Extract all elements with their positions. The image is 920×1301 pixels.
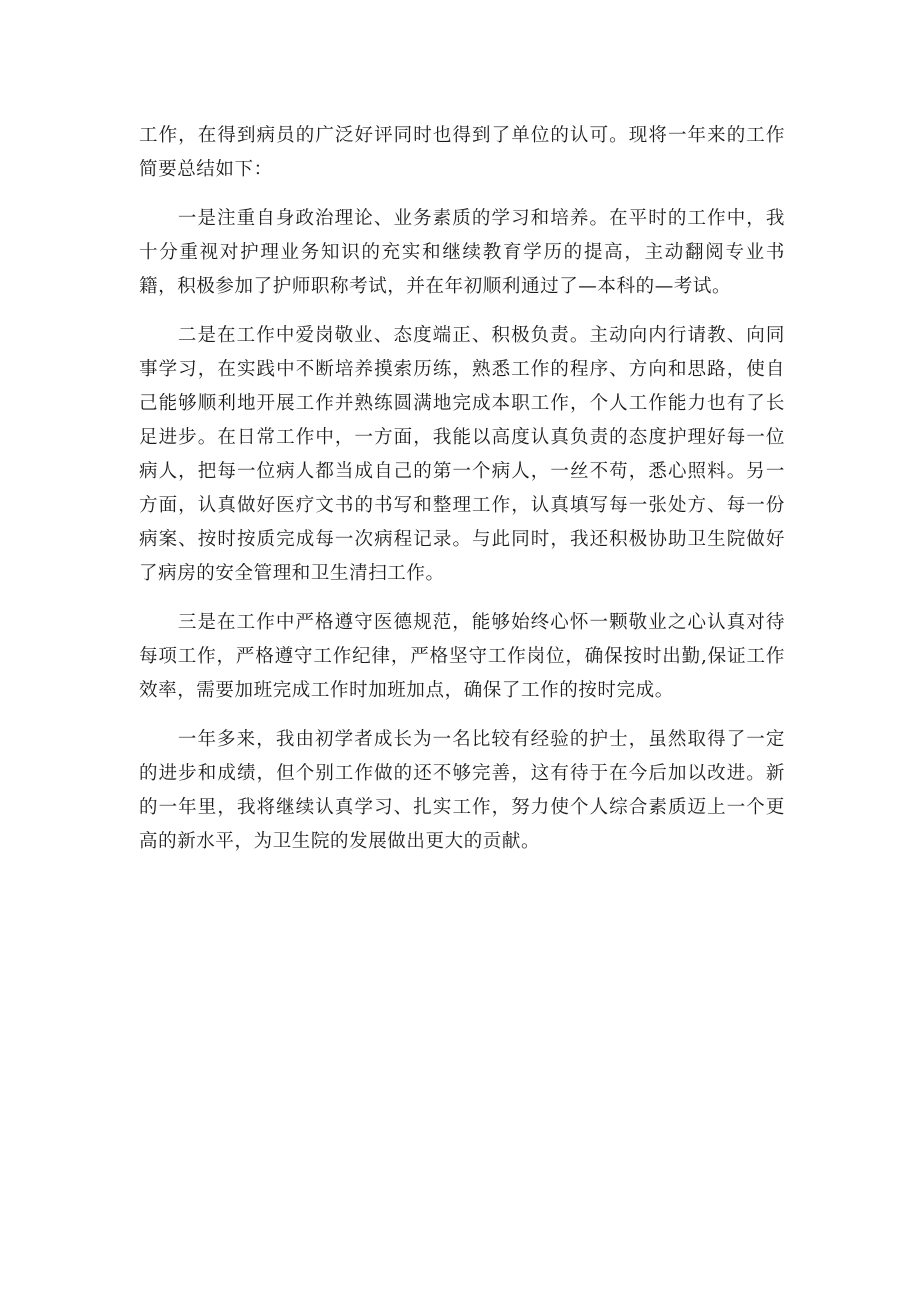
- document-body: [139, 119, 785, 874]
- paragraph-conclusion: 一年多来，我由初学者成长为一名比较有经验的护士，虽然取得了一定的进步和成绩，但个别工作做的还不够完善，这有待于在今后加以改进。新的一年里，我将继续认真学习、扎实工作，努力使个人综合素质迈上一个更高的新水平，为卫生院的发展做出更大的贡献。: [139, 729, 785, 852]
- paragraph-point-two: 二是在工作中爱岗敬业、态度端正、积极负责。主动向内行请教、向同事学习，在实践中不断培养摸索历练，熟悉工作的程序、方向和思路，使自己能够顺利地开展工作并熟练圆满地完成本职工作，个人工作能力也有了长足进步。在日常工作中，一方面，我能以高度认真负责的态度护理好每一位病人，把每一位病人都当成自己的第一个病人，一丝不苟，悉心照料。另一方面，认真做好医疗文书的书写和整理工作，认真填写每一张处方、每一份病案、按时按质完成每一次病程记录。与此同时，我还积极协助卫生院做好了病房的安全管理和卫生清扫工作。: [139, 325, 785, 584]
- paragraph-point-one: 一是注重自身政治理论、业务素质的学习和培养。在平时的工作中，我十分重视对护理业务知识的充实和继续教育学历的提高，主动翻阅专业书籍，积极参加了护师职称考试，并在年初顺利通过了—本科的—考试。: [139, 208, 785, 297]
- paragraph-point-three: 三是在工作中严格遵守医德规范，能够始终心怀一颗敬业之心认真对待每项工作，严格遵守工作纪律，严格坚守工作岗位，确保按时出勤,保证工作效率，需要加班完成工作时加班加点，确保了工作的按时完成。: [139, 612, 785, 701]
- paragraph-continuation: 工作，在得到病员的广泛好评同时也得到了单位的认可。现将一年来的工作简要总结如下：: [139, 125, 785, 180]
